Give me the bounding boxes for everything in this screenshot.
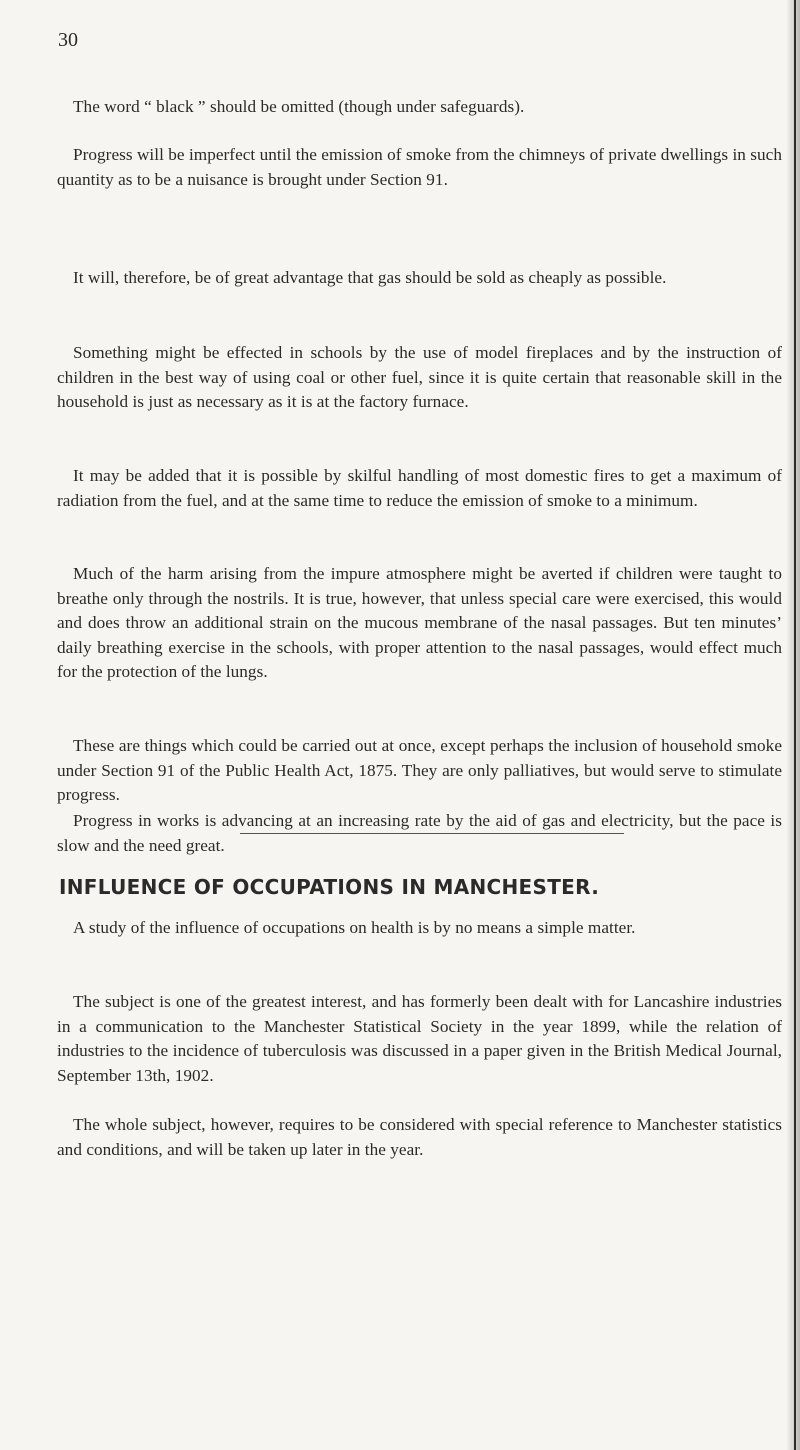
paragraph: Progress will be imperfect until the emission of smoke from the chimneys of private dwellings in such quantity as to be a nuisance is brought under Section 91. — [57, 145, 782, 189]
section-divider — [240, 833, 624, 834]
paragraph: The word “ black ” should be omitted (though under safeguards). — [73, 97, 525, 116]
paragraph: Progress in works is advancing at an increasing rate by the aid of gas and electricity, but the pace is slow and the need great. — [57, 811, 782, 855]
page-edge-shadow — [786, 0, 800, 1450]
paragraph: Much of the harm arising from the impure atmosphere might be averted if children were taught to breathe only through the nostrils. It is true, however, that unless special care were exercised, this would and does throw an additional strain on the mucous membrane of the nasal passages. But ten minutes’ daily breathing exercise in the schools, with proper attention to the nasal passages, would effect much for the protection of the lungs. — [57, 564, 782, 682]
paragraph: It may be added that it is possible by skilful handling of most domestic fires to get a maximum of radiation from the fuel, and at the same time to reduce the emission of smoke to a minimum. — [57, 466, 782, 510]
page-edge-line — [794, 0, 796, 1450]
paragraph: It will, therefore, be of great advantage that gas should be sold as cheaply as possible. — [73, 268, 667, 287]
paragraph: These are things which could be carried out at once, except perhaps the inclusion of household smoke under Section 91 of the Public Health Act, 1875. They are only palliatives, but would serve to stimulate progress. — [57, 736, 782, 805]
section-heading: INFLUENCE OF OCCUPATIONS IN MANCHESTER. — [59, 875, 600, 899]
paragraph: A study of the influence of occupations on health is by no means a simple matter. — [73, 918, 636, 937]
paragraph: The subject is one of the greatest interest, and has formerly been dealt with for Lancashire industries in a communication to the Manchester Statistical Society in the year 1899, while the relation of industries to the incidence of tuberculosis was discussed in a paper given in the British Medical Journal, September 13th, 1902. — [57, 992, 782, 1085]
paragraph: Something might be effected in schools by the use of model fireplaces and by the instruction of children in the best way of using coal or other fuel, since it is quite certain that reasonable skill in the household is just as necessary as it is at the factory furnace. — [57, 343, 782, 412]
paragraph: The whole subject, however, requires to be considered with special reference to Manchester statistics and conditions, and will be taken up later in the year. — [57, 1115, 782, 1159]
page-number: 30 — [58, 29, 78, 51]
